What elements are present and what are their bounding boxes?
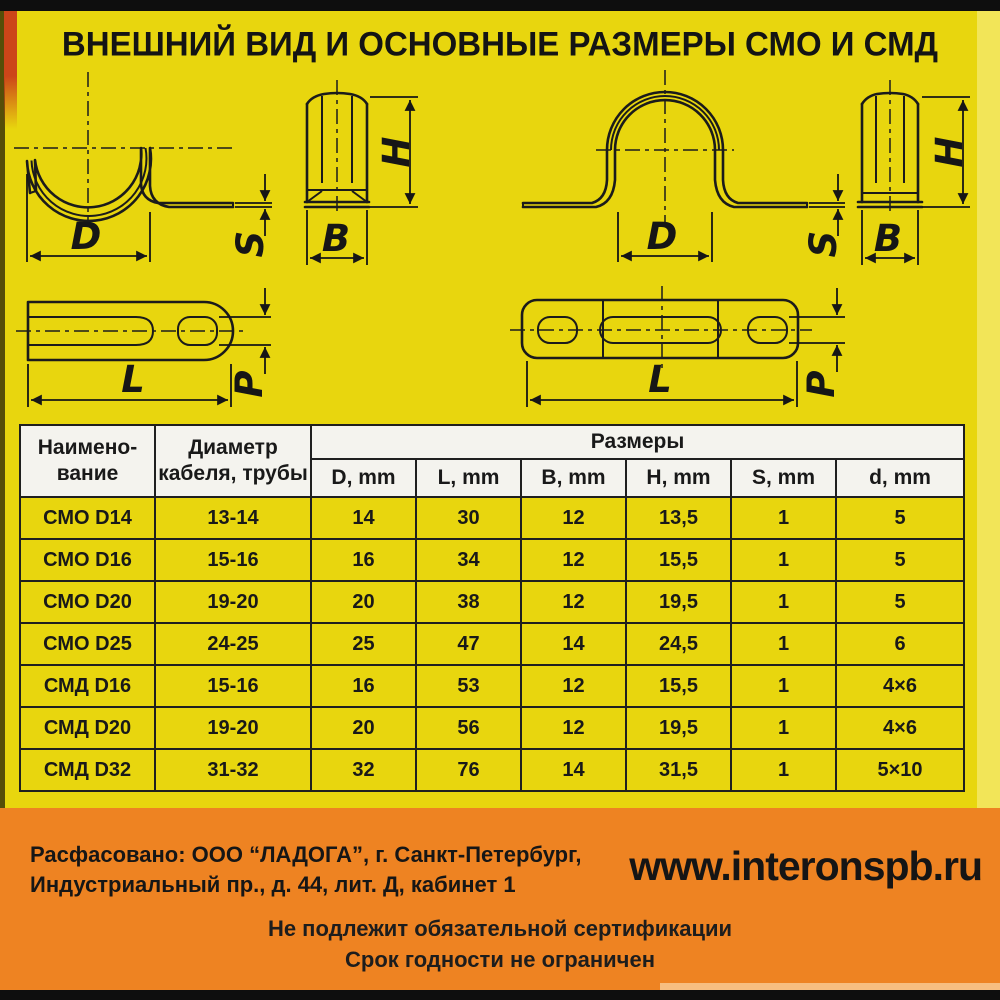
- dim-label-smo-h: H: [375, 136, 418, 168]
- table-cell-l_mm: 30: [416, 497, 521, 539]
- header-col-b: B, mm: [521, 459, 626, 497]
- top-border-bar: [0, 0, 1000, 11]
- table-cell-b_mm: 12: [521, 539, 626, 581]
- header-diameter: [155, 425, 311, 497]
- table-row: [20, 623, 964, 665]
- header-col-l: L, mm: [416, 459, 521, 497]
- table-row: [20, 707, 964, 749]
- table-cell-hole: 6: [836, 623, 964, 665]
- packer-line2: Индустриальный пр., д. 44, лит. Д, кабинет 1: [30, 872, 516, 897]
- table-cell-s_mm: 1: [731, 707, 836, 749]
- table-cell-b_mm: 12: [521, 497, 626, 539]
- table-cell-h_mm: 13,5: [626, 497, 731, 539]
- table-cell-b_mm: 12: [521, 707, 626, 749]
- table-cell-d_mm: 14: [311, 497, 416, 539]
- table-cell-diameter: 19-20: [155, 581, 311, 623]
- table-cell-h_mm: 19,5: [626, 707, 731, 749]
- dim-label-smo-p: P: [228, 370, 271, 398]
- table-cell-diameter: 19-20: [155, 707, 311, 749]
- dim-label-smd-d: D: [646, 215, 678, 258]
- smo-front-view-drawing: [305, 80, 418, 265]
- table-cell-b_mm: 12: [521, 665, 626, 707]
- table-cell-name: СМО D25: [20, 623, 155, 665]
- table-cell-s_mm: 1: [731, 497, 836, 539]
- table-cell-h_mm: 15,5: [626, 539, 731, 581]
- header-col-hole: d, mm: [836, 459, 964, 497]
- smd-front-view-drawing: [858, 80, 971, 265]
- table-cell-hole: 5: [836, 497, 964, 539]
- table-cell-diameter: 31-32: [155, 749, 311, 791]
- table-cell-h_mm: 24,5: [626, 623, 731, 665]
- certification-note: [0, 913, 1000, 975]
- header-col-d: D, mm: [311, 459, 416, 497]
- table-row: [20, 665, 964, 707]
- table-cell-hole: 5: [836, 539, 964, 581]
- table-cell-hole: 4×6: [836, 665, 964, 707]
- table-cell-s_mm: 1: [731, 665, 836, 707]
- table-cell-l_mm: 47: [416, 623, 521, 665]
- table-cell-d_mm: 20: [311, 707, 416, 749]
- table-cell-name: СМО D14: [20, 497, 155, 539]
- table-cell-d_mm: 16: [311, 665, 416, 707]
- spec-table-body: [20, 497, 964, 791]
- table-cell-hole: 5: [836, 581, 964, 623]
- dim-label-smd-s: S: [802, 230, 845, 258]
- bottom-border-bar: [0, 990, 1000, 1000]
- page-title: ВНЕШНИЙ ВИД И ОСНОВНЫЕ РАЗМЕРЫ СМО И СМД: [61, 24, 939, 63]
- table-row: [20, 581, 964, 623]
- dim-label-smo-d: D: [70, 215, 102, 258]
- header-sizes: Размеры: [311, 425, 964, 459]
- header-diameter-line2: кабеля, трубы: [158, 462, 308, 485]
- table-cell-l_mm: 34: [416, 539, 521, 581]
- dim-label-smd-l: L: [648, 358, 672, 401]
- table-cell-name: СМД D16: [20, 665, 155, 707]
- table-cell-l_mm: 76: [416, 749, 521, 791]
- header-col-s: S, mm: [731, 459, 836, 497]
- table-row: [20, 497, 964, 539]
- dim-label-smd-b: B: [873, 217, 903, 260]
- table-cell-diameter: 15-16: [155, 665, 311, 707]
- header-diameter-line1: Диаметр: [188, 436, 278, 459]
- smd-side-view-drawing: [523, 70, 845, 262]
- table-cell-diameter: 24-25: [155, 623, 311, 665]
- table-cell-d_mm: 16: [311, 539, 416, 581]
- header-col-h: H, mm: [626, 459, 731, 497]
- table-cell-l_mm: 38: [416, 581, 521, 623]
- table-cell-hole: 4×6: [836, 707, 964, 749]
- dim-label-smo-l: L: [121, 358, 145, 401]
- table-cell-b_mm: 14: [521, 623, 626, 665]
- smo-top-view-drawing: [16, 288, 271, 407]
- table-cell-d_mm: 20: [311, 581, 416, 623]
- table-cell-l_mm: 53: [416, 665, 521, 707]
- technical-drawings: [0, 62, 1000, 424]
- table-cell-s_mm: 1: [731, 749, 836, 791]
- header-name: [20, 425, 155, 497]
- table-cell-h_mm: 31,5: [626, 749, 731, 791]
- packer-line1: Расфасовано: ООО “ЛАДОГА”, г. Санкт-Петербург,: [30, 842, 582, 867]
- table-cell-hole: 5×10: [836, 749, 964, 791]
- table-cell-d_mm: 32: [311, 749, 416, 791]
- spec-table: [19, 424, 965, 792]
- table-cell-diameter: 15-16: [155, 539, 311, 581]
- dim-label-smo-s: S: [229, 230, 272, 258]
- table-cell-diameter: 13-14: [155, 497, 311, 539]
- packer-address: [30, 840, 590, 900]
- table-cell-d_mm: 25: [311, 623, 416, 665]
- table-cell-l_mm: 56: [416, 707, 521, 749]
- header-name-line2: вание: [56, 462, 119, 485]
- dim-label-smo-b: B: [321, 217, 351, 260]
- table-cell-h_mm: 15,5: [626, 665, 731, 707]
- smo-side-view-drawing: [14, 72, 272, 262]
- dim-label-smd-h: H: [928, 136, 971, 168]
- table-cell-name: СМД D20: [20, 707, 155, 749]
- table-cell-s_mm: 1: [731, 539, 836, 581]
- smd-top-view-drawing: [510, 286, 845, 407]
- table-row: [20, 749, 964, 791]
- table-cell-h_mm: 19,5: [626, 581, 731, 623]
- table-cell-b_mm: 12: [521, 581, 626, 623]
- cert-line1: Не подлежит обязательной сертификации: [267, 916, 733, 941]
- header-name-line1: Наимено-: [37, 436, 138, 459]
- table-cell-name: СМД D32: [20, 749, 155, 791]
- table-cell-name: СМО D20: [20, 581, 155, 623]
- table-cell-s_mm: 1: [731, 623, 836, 665]
- website-url: www.interonspb.ru: [629, 843, 982, 889]
- table-cell-s_mm: 1: [731, 581, 836, 623]
- table-row: [20, 539, 964, 581]
- cert-line2: Срок годности не ограничен: [345, 947, 655, 972]
- table-cell-name: СМО D16: [20, 539, 155, 581]
- dim-label-smd-p: P: [800, 370, 843, 398]
- table-cell-b_mm: 14: [521, 749, 626, 791]
